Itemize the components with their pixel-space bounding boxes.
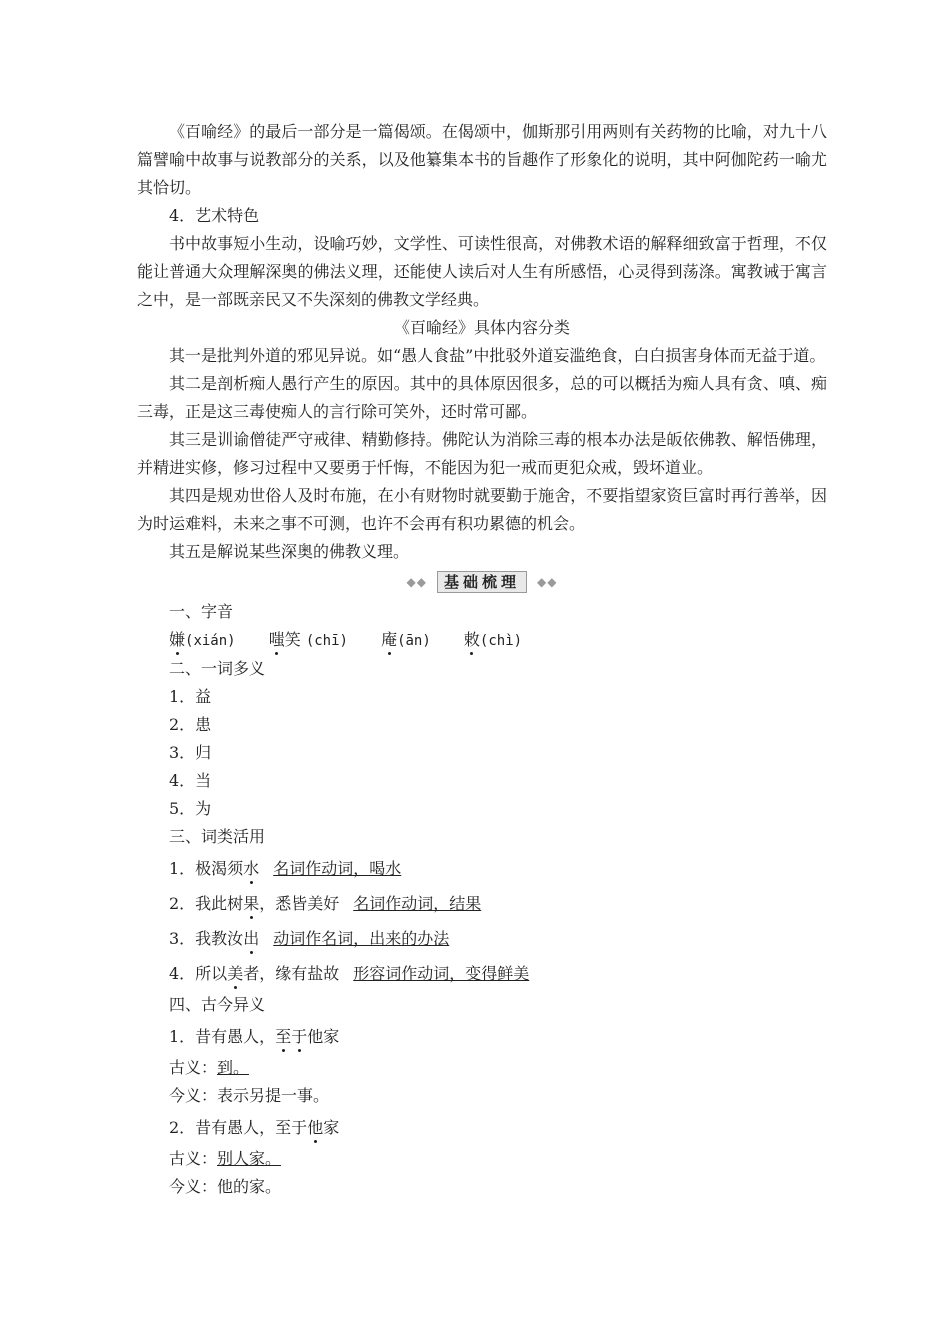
ancient-item-1-new: 今义：表示另提一事。 bbox=[169, 1086, 330, 1105]
polysemy-item-5: 5．为 bbox=[169, 799, 212, 818]
old-meaning: 到。 bbox=[217, 1058, 250, 1077]
intro-paragraph-1: 《百喻经》的最后一部分是一篇偈颂。在偈颂中，伽斯那引用两则有关药物的比喻，对九十八篇譬喻中故事与说教部分的关系，以及他纂集本书的旨趣作了形象化的说明，其中阿伽陀药一喻尤其恰切。 bbox=[137, 122, 827, 197]
usage-text: 3．我教汝 bbox=[169, 929, 244, 948]
usage-dotted-char: 美 bbox=[227, 964, 244, 983]
pron-pinyin-1: (xián) bbox=[185, 633, 236, 649]
pronunciation-heading: 一、字音 bbox=[169, 602, 234, 621]
classification-1: 其一是批判外道的邪见异说。如“愚人食盐”中批驳外道妄滥绝食，白白损害身体而无益于道。 bbox=[169, 346, 826, 365]
usage-text-post: 者，缘有盐故 bbox=[243, 964, 340, 983]
intro-paragraph-2: 书中故事短小生动，设喻巧妙，文学性、可读性很高，对佛教术语的解释细致富于哲理，不仅能让普通大众理解深奥的佛法义理，还能使人读后对人生有所感悟，心灵得到荡涤。寓教诫于寓言之中，是一部既亲民又不失深刻的佛教文学经典。 bbox=[137, 234, 827, 309]
usage-text-post: ，悉皆美好 bbox=[259, 894, 340, 913]
ancient-dotted-char: 于 bbox=[291, 1027, 308, 1046]
pron-pinyin-3: (ān) bbox=[397, 633, 431, 649]
classification-3: 其三是训谕僧徒严守戒律、精勤修持。佛陀认为消除三毒的根本办法是皈依佛教、解悟佛理，并精进实修，修习过程中又要勇于忏悔，不能因为犯一戒而更犯众戒，毁坏道业。 bbox=[137, 430, 827, 477]
art-feature-heading: 4．艺术特色 bbox=[169, 206, 260, 225]
old-meaning: 别人家。 bbox=[217, 1149, 282, 1168]
usage-text: 4．所以 bbox=[169, 964, 228, 983]
ancient-item-2-old bbox=[137, 1145, 827, 1173]
pron-char-2: 嗤 bbox=[268, 630, 285, 649]
usage-text: 2．我此树 bbox=[169, 894, 244, 913]
polysemy-item-4: 4．当 bbox=[169, 771, 212, 790]
usage-dotted-char: 出 bbox=[243, 929, 260, 948]
classification-4: 其四是规劝世俗人及时布施，在小有财物时就要勤于施舍，不要指望家资巨富时再行善举，因为时运难料，未来之事不可测，也许不会再有积功累德的机会。 bbox=[137, 486, 827, 533]
pron-pinyin-2: (chī) bbox=[305, 633, 348, 649]
polysemy-item-2: 2．患 bbox=[169, 715, 212, 734]
ancient-item-1 bbox=[137, 1019, 827, 1054]
usage-text: 1．极渴须 bbox=[169, 859, 244, 878]
ancient-item-2 bbox=[137, 1110, 827, 1145]
usage-dotted-char: 水 bbox=[243, 859, 260, 878]
polysemy-item-3: 3．归 bbox=[169, 743, 212, 762]
ancient-heading: 四、古今异义 bbox=[169, 995, 266, 1014]
pron-char-1: 嫌 bbox=[169, 630, 186, 649]
diamond-right-icon: ◆◆ bbox=[537, 575, 558, 589]
ancient-text-post: 他家 bbox=[307, 1027, 340, 1046]
usage-answer: 名词作动词，结果 bbox=[353, 894, 482, 913]
old-meaning-label: 古义： bbox=[169, 1149, 218, 1168]
ancient-item-2-new: 今义：他的家。 bbox=[169, 1177, 282, 1196]
old-meaning-label: 古义： bbox=[169, 1058, 218, 1077]
usage-dotted-char: 果 bbox=[243, 894, 260, 913]
classification-5: 其五是解说某些深奥的佛教义理。 bbox=[169, 542, 410, 561]
ancient-text: 1．昔有愚人， bbox=[169, 1027, 276, 1046]
polysemy-heading: 二、一词多义 bbox=[169, 659, 266, 678]
pron-char-4: 敕 bbox=[463, 630, 480, 649]
usage-item-3 bbox=[137, 921, 827, 956]
pron-char-3: 庵 bbox=[381, 630, 398, 649]
diamond-left-icon: ◆◆ bbox=[406, 575, 427, 589]
ancient-text-post: 家 bbox=[323, 1118, 340, 1137]
document-page bbox=[137, 118, 827, 1201]
section-header bbox=[137, 568, 827, 596]
usage-heading: 三、词类活用 bbox=[169, 827, 266, 846]
usage-answer: 名词作动词，喝水 bbox=[273, 859, 402, 878]
usage-item-1 bbox=[137, 851, 827, 886]
usage-item-4 bbox=[137, 956, 827, 991]
usage-item-2 bbox=[137, 886, 827, 921]
ancient-dotted-char: 他 bbox=[307, 1118, 324, 1137]
pron-char-2-rest: 笑 bbox=[284, 630, 301, 649]
ancient-dotted-char: 至 bbox=[275, 1027, 292, 1046]
classification-2: 其二是剖析痴人愚行产生的原因。其中的具体原因很多，总的可以概括为痴人具有贪、嗔、痴三毒，正是这三毒使痴人的言行除可笑外，还时常可鄙。 bbox=[137, 374, 827, 421]
section-title: 基础梳理 bbox=[437, 571, 527, 593]
pronunciation-row bbox=[137, 626, 827, 655]
classification-title: 《百喻经》具体内容分类 bbox=[393, 318, 570, 337]
polysemy-item-1: 1．益 bbox=[169, 687, 212, 706]
ancient-text: 2．昔有愚人，至于 bbox=[169, 1118, 308, 1137]
usage-answer: 动词作名词，出来的办法 bbox=[273, 929, 450, 948]
usage-answer: 形容词作动词，变得鲜美 bbox=[353, 964, 530, 983]
ancient-item-1-old bbox=[137, 1054, 827, 1082]
pron-pinyin-4: (chì) bbox=[479, 633, 523, 649]
